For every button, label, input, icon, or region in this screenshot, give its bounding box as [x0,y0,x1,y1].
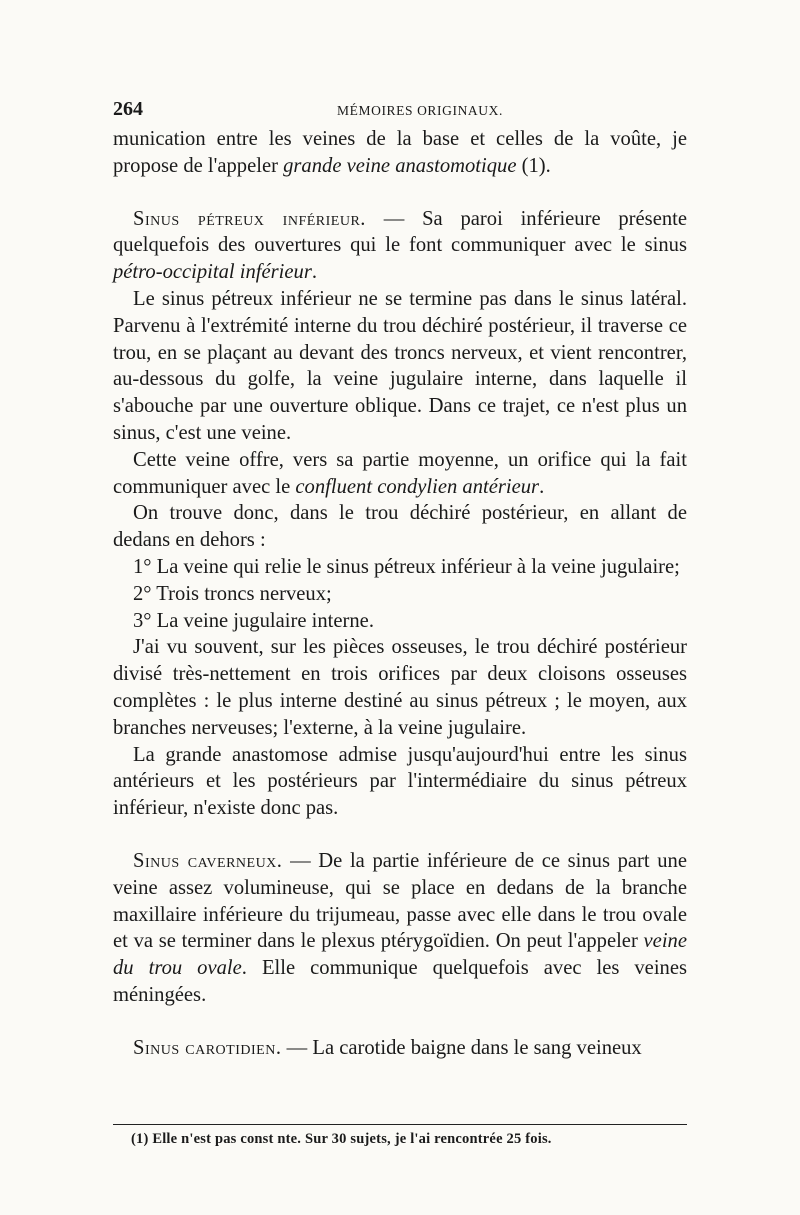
emphasis: confluent condylien antérieur [295,475,540,498]
list-item: 1° La veine qui relie le sinus pétreux inférieur à la veine jugulaire; [133,555,680,578]
emphasis: grande veine anastomotique [283,154,517,177]
footnote: (1) Elle n'est pas const nte. Sur 30 sujets, je l'ai rencontrée 25 fois. [131,1131,552,1147]
paragraph: Cette veine offre, vers sa partie moyenne, un orifice qui la fait communiquer avec le confluent condylien antérieur. [113,448,687,498]
paragraph: Sinus carotidien. — La carotide baigne dans le sang veineux [133,1036,642,1059]
section-heading: Sinus carotidien. [133,1036,282,1059]
list-item: 2° Trois troncs nerveux; [133,582,332,605]
emphasis: veine du trou ovale [113,930,687,980]
footnote-divider [113,1124,687,1125]
paragraph: Sinus caverneux. — De la partie inférieure de ce sinus part une veine assez volumineuse, qui se place en dedans de la branche maxillaire inférieure du trijumeau, passe avec elle dans le trou ovale et va se terminer dans le plexus ptérygoïdien. On peut l'appeler veine du trou ovale. Elle communique quelquefois avec les veines méningées. [113,849,688,1006]
running-title: MÉMOIRES ORIGINAUX. [337,103,503,118]
page-header [113,98,687,124]
section-heading: Sinus pétreux inférieur. [133,207,366,230]
paragraph: munication entre les veines de la base et celles de la voûte, je propose de l'appeler grande veine anastomotique (1). [113,128,687,177]
emphasis: pétro-occipital inférieur [113,261,312,284]
page-body [113,126,687,1062]
paragraph: On trouve donc, dans le trou déchiré postérieur, en allant de dedans en dehors : [113,502,687,552]
paragraph: Le sinus pétreux inférieur ne se termine pas dans le sinus latéral. Parvenu à l'extrémité interne du trou déchiré postérieur, il traverse ce trou, en se plaçant au devant des troncs nerveux, et vient rencontrer, au-dessous du golfe, la veine jugulaire interne, dans laquelle il s'abouche par une ouverture oblique. Dans ce trajet, ce n'est plus un sinus, c'est une veine. [113,287,687,444]
paragraph: La grande anastomose admise jusqu'aujourd'hui entre les sinus antérieurs et les postérieurs par l'intermédiaire du sinus pétreux inférieur, n'existe donc pas. [113,743,687,820]
paragraph: J'ai vu souvent, sur les pièces osseuses, le trou déchiré postérieur divisé très-nettement en trois orifices par deux cloisons osseuses complètes : le plus interne destiné au sinus pétreux ; le moyen, aux branches nerveuses; l'externe, à la veine jugulaire. [113,636,687,739]
paragraph: Sinus pétreux inférieur. — Sa paroi inférieure présente quelquefois des ouvertures qui le font communiquer avec le sinus pétro-occipital inférieur. [113,207,687,284]
section-heading: Sinus caverneux. [133,849,283,872]
page-number: 264 [113,98,143,120]
list-item: 3° La veine jugulaire interne. [133,609,374,632]
